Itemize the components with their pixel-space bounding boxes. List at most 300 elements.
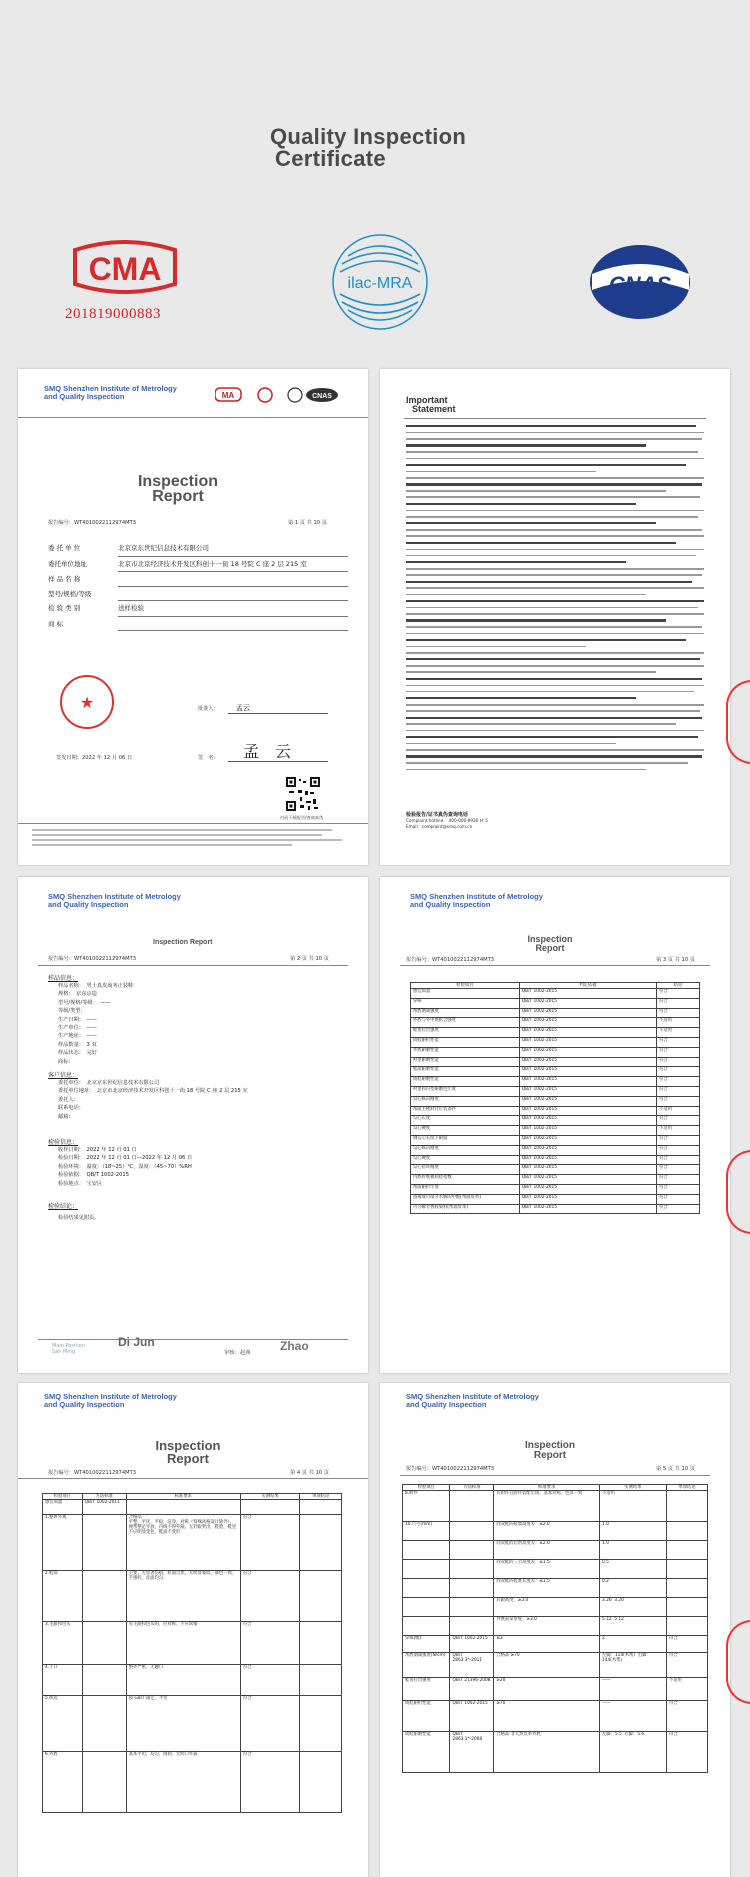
table-row xyxy=(411,1165,700,1175)
statement-text-line xyxy=(406,458,704,460)
cover-info-label: 委 托 单 位 xyxy=(48,544,81,552)
table-row xyxy=(403,1732,708,1773)
page-number: 第 2 页 共 10 页 xyxy=(290,956,329,962)
table-cell: ≤3 xyxy=(494,1636,600,1653)
ilac-mra-icon xyxy=(330,232,430,332)
table-cell: 内底纤维板屈挠指数 xyxy=(411,1175,520,1185)
table-cell: 10.尺寸(mm) xyxy=(403,1522,450,1541)
table-cell xyxy=(240,1500,300,1515)
table-row xyxy=(43,1665,342,1696)
statement-text-line xyxy=(406,568,704,570)
table-cell xyxy=(666,1541,707,1560)
results-summary-table xyxy=(410,982,700,1214)
table-cell: 帮面耐折牢度 xyxy=(411,1184,520,1194)
statement-text-line xyxy=(406,646,586,648)
cnas-logo xyxy=(588,242,693,322)
table-cell: 不适用 xyxy=(666,1678,707,1701)
main-position: Main Position San Ming xyxy=(52,1343,85,1355)
statement-text-line xyxy=(406,697,636,699)
info-row: 检验依据： QB/T 1002-2015 xyxy=(58,1172,130,1179)
table-cell xyxy=(300,1571,342,1622)
table-cell: 按 GB/T 限定，平伏 xyxy=(126,1696,240,1752)
table-cell: QB/T 1002-2015 xyxy=(450,1701,494,1732)
statement-text-line xyxy=(406,503,636,505)
table-row xyxy=(43,1571,342,1622)
statement-text-line xyxy=(406,749,704,751)
table-cell: QB/T 1002-2015 xyxy=(519,1086,656,1096)
table-cell: 同双鞋的后帮高度差：≤2.0 xyxy=(494,1541,600,1560)
statement-text-line xyxy=(406,581,692,583)
report-page-2 xyxy=(18,877,368,1373)
table-cell xyxy=(450,1598,494,1617)
table-cell: 不适用 xyxy=(657,1106,700,1116)
statement-text-line xyxy=(406,678,702,680)
table-cell: 感官质量 xyxy=(43,1500,83,1515)
svg-text:CNAS: CNAS xyxy=(608,272,672,297)
column-header: 方法标准 xyxy=(450,1485,494,1491)
table-cell: 符合 xyxy=(240,1665,300,1696)
statement-text-line xyxy=(406,626,702,628)
table-row xyxy=(411,1057,700,1067)
table-cell: 符合 xyxy=(657,1204,700,1214)
approver-name: 孟云 xyxy=(236,704,250,712)
info-row: 检验环境： 温度：（18~25）℃，湿度：（45~70）%RH xyxy=(58,1163,192,1170)
table-cell: 符合 xyxy=(666,1732,707,1773)
info-row: 样品名称： 男士真皮商务正装鞋 xyxy=(58,983,134,989)
page-number: 第 1 页 共 10 页 xyxy=(288,520,327,526)
cover-info-value xyxy=(118,587,348,602)
svg-text:MA: MA xyxy=(221,391,235,400)
table-cell: QB/T 1002-2015 xyxy=(519,1028,656,1038)
table-cell xyxy=(666,1617,707,1636)
audit-name: 赵洲 xyxy=(240,1350,251,1356)
table-cell xyxy=(450,1617,494,1636)
statement-text-line xyxy=(406,510,704,512)
table-cell xyxy=(300,1665,342,1696)
table-cell: 符合 xyxy=(657,1194,700,1204)
sample-info-title: 样品信息： xyxy=(48,975,79,982)
statement-text-line xyxy=(406,483,702,485)
table-cell: 同双鞋的三节高度差：≤1.5 xyxy=(494,1560,600,1579)
table-cell: 后跟高度：≥3.0 xyxy=(494,1598,600,1617)
column-header: 结论 xyxy=(657,983,700,989)
table-cell: QB/T 2863.3*-2011 xyxy=(450,1653,494,1678)
table-cell: 符合 xyxy=(666,1653,707,1678)
statement-text-line xyxy=(406,438,702,440)
table-cell: 鞋帮拉出强度 xyxy=(403,1678,450,1701)
table-cell: QB/T 1002-2015 xyxy=(519,1018,656,1028)
table-cell: QB/T 1002-2015 xyxy=(519,1184,656,1194)
table-cell: QB/T 1002-2015 xyxy=(450,1636,494,1653)
table-row xyxy=(411,1077,700,1087)
table-cell: 勾心硬度 xyxy=(411,1126,520,1136)
table-cell: QB/T 1002-2015 xyxy=(519,1077,656,1087)
statement-text-line xyxy=(406,425,696,427)
important-statement-page xyxy=(380,369,730,865)
table-cell xyxy=(450,1560,494,1579)
table-cell: 异味 xyxy=(411,998,520,1008)
info-row: 检验地点： 宝安区 xyxy=(58,1180,103,1187)
table-cell xyxy=(450,1541,494,1560)
table-row xyxy=(403,1560,708,1579)
table-cell xyxy=(403,1598,450,1617)
table-cell: 成鞋耐折性能 xyxy=(403,1701,450,1732)
ilac-mra-logo xyxy=(330,232,430,332)
table-cell: QB/T 1002-2015 xyxy=(519,1057,656,1067)
institute-name: SMQ Shenzhen Institute of Metrology and Quality Inspection xyxy=(410,892,543,909)
statement-text-line xyxy=(406,490,666,492)
statement-text-line xyxy=(406,600,704,602)
page-number: 第 4 页 共 10 页 xyxy=(290,1470,329,1476)
report-title: Inspection Report xyxy=(137,473,218,505)
table-cell: 符合 xyxy=(657,1135,700,1145)
cover-info-label: 检 验 类 别 xyxy=(48,604,81,612)
table-cell xyxy=(403,1617,450,1636)
cover-info-row xyxy=(48,601,348,617)
certificate-title xyxy=(270,126,466,170)
table-cell xyxy=(82,1752,126,1813)
table-cell xyxy=(666,1560,707,1579)
report-number: 报告编号：WT4010022112974MT3 xyxy=(406,957,495,963)
conclusion-title: 检验结论： xyxy=(48,1203,79,1210)
statement-text-line xyxy=(406,717,702,719)
table-cell xyxy=(666,1491,707,1522)
certificate-title-line1: Quality Inspection xyxy=(270,124,467,149)
accreditation-marks xyxy=(215,385,345,403)
table-cell: ≥70 xyxy=(494,1701,600,1732)
table-row xyxy=(43,1515,342,1571)
info-row: 委托单位地址： 北京市北京经济技术开发区科创十一街 18 号院 C 座 2 层 215 室 xyxy=(58,1088,248,1095)
statement-text-line xyxy=(406,496,700,498)
statement-text-line xyxy=(406,743,616,745)
info-row: 等级/类型： xyxy=(58,1008,86,1015)
table-cell: 合格品 ≥70 xyxy=(494,1653,600,1678)
table-row xyxy=(411,1096,700,1106)
cma-icon xyxy=(65,240,185,298)
table-cell: 符合 xyxy=(657,1077,700,1087)
audit-signature: Zhao xyxy=(280,1339,309,1353)
table-row xyxy=(411,1145,700,1155)
table-cell xyxy=(82,1696,126,1752)
table-cell xyxy=(666,1598,707,1617)
test-info-title: 检验信息： xyxy=(48,1139,79,1146)
table-cell: 符合 xyxy=(240,1571,300,1622)
table-cell: QB/T 21396-2008 xyxy=(450,1678,494,1701)
table-cell: 符合 xyxy=(657,1155,700,1165)
table-cell: QB/T 1002-2015 xyxy=(519,1155,656,1165)
cover-info-row xyxy=(48,587,348,602)
column-header: 标准要求 xyxy=(494,1485,600,1491)
table-cell: 符合 xyxy=(657,1057,700,1067)
table-row xyxy=(411,1008,700,1018)
table-cell: 主要，无显著伤痕，粒面自然，无明显皱纹，颜色一致，手感好，皮面均匀 xyxy=(126,1571,240,1622)
institute-name: SMQ Shenzhen Institute of Metrology and Quality Inspection xyxy=(406,1392,539,1409)
table-row xyxy=(411,1067,700,1077)
official-seal xyxy=(60,675,114,729)
table-cell: 符合 xyxy=(240,1752,300,1813)
column-header: 检验项目 xyxy=(411,983,520,989)
report-page-4 xyxy=(18,1383,368,1877)
table-cell: QB/T 1002-2015 xyxy=(519,1194,656,1204)
table-cell: 勾心长度 xyxy=(411,1116,520,1126)
info-row: 样品数量： 3 双 xyxy=(58,1041,97,1048)
info-row: 规格： 京东京造 xyxy=(58,991,97,998)
table-cell: 合格品 非天然皮革外底 xyxy=(494,1732,600,1773)
column-header: 单项结论 xyxy=(666,1485,707,1491)
table-cell: 符合 xyxy=(657,1096,700,1106)
table-cell: 6.外底 xyxy=(43,1752,83,1813)
table-cell: QB/T 1002-2015 xyxy=(519,989,656,999)
table-cell: 外底耐磨性能 xyxy=(411,1047,520,1057)
report-title: Inspection Report xyxy=(524,1440,575,1461)
table-row xyxy=(403,1541,708,1560)
cma-logo xyxy=(65,240,185,323)
svg-text:ilac-MRA: ilac-MRA xyxy=(347,275,413,292)
table-cell: 异味(级) xyxy=(403,1636,450,1653)
test-info-section xyxy=(48,1137,358,1188)
table-cell: 3.26 3.20 xyxy=(599,1598,666,1617)
sample-info-section xyxy=(48,973,348,1066)
table-cell xyxy=(300,1752,342,1813)
table-cell: 符合 xyxy=(657,1184,700,1194)
table-cell: 可分解芳香胺染料[帮面皮革] xyxy=(411,1204,520,1214)
statement-text-line xyxy=(406,594,646,596)
table-row xyxy=(411,1106,700,1116)
institute-name: SMQ Shenzhen Institute of Metrology and Quality Inspection xyxy=(48,892,181,909)
table-cell xyxy=(300,1696,342,1752)
cma-number: 201819000883 xyxy=(65,306,161,322)
audit-label: 审核： xyxy=(224,1350,240,1356)
institute-name: SMQ Shenzhen Institute of Metrology and Quality Inspection xyxy=(44,1392,177,1409)
statement-text-line xyxy=(406,658,700,660)
table-cell: 同双鞋的鞋墙高度差：≤2.0 xyxy=(494,1522,600,1541)
table-cell: 符合 xyxy=(657,1037,700,1047)
table-row xyxy=(411,1086,700,1096)
client-info-title: 客户信息： xyxy=(48,1072,79,1079)
cover-footer xyxy=(32,827,352,846)
table-cell: 帮面主楼对针位装条件 xyxy=(411,1106,520,1116)
statement-text-line xyxy=(406,613,704,615)
table-cell: 勾心纵向刚度 xyxy=(411,1096,520,1106)
table-cell: 符合 xyxy=(657,998,700,1008)
table-cell: 3.主跟和包头 xyxy=(43,1622,83,1665)
table-cell: 同双鞋的鞋底长度差：≤1.5 xyxy=(494,1579,600,1598)
approver-label: 批准人： xyxy=(198,706,219,712)
column-header: 实测结果 xyxy=(599,1485,666,1491)
table-cell: 0.5 xyxy=(599,1560,666,1579)
report-page-3 xyxy=(380,877,730,1373)
table-cell: 8.附件 xyxy=(403,1491,450,1522)
statement-text-line xyxy=(406,516,698,518)
table-cell xyxy=(300,1515,342,1571)
table-row xyxy=(411,1204,700,1214)
statement-text-line xyxy=(406,574,702,576)
cover-info-value: 北京京东世纪信息技术有限公司 xyxy=(118,541,348,557)
seal-edge-mark xyxy=(726,680,750,764)
table-row xyxy=(403,1598,708,1617)
table-cell xyxy=(666,1522,707,1541)
table-cell: 符合 xyxy=(657,1175,700,1185)
info-row: 生产地址： —— xyxy=(58,1033,97,1040)
table-cell: QB/T 1002-2015 xyxy=(519,1116,656,1126)
table-cell: 整齐严密，无翘口 xyxy=(126,1665,240,1696)
statement-text-line xyxy=(406,607,698,609)
table-row xyxy=(411,998,700,1008)
table-cell: 符合 xyxy=(240,1515,300,1571)
table-cell: QB/T 1002-2015 xyxy=(519,1047,656,1057)
info-row: 型号/规格/等级： —— xyxy=(58,999,111,1006)
table-cell: 2 xyxy=(599,1636,666,1653)
table-cell xyxy=(403,1541,450,1560)
statement-title: Important Statement xyxy=(406,395,456,414)
table-cell: 基本平坦，均匀，圆润，无明口外露 xyxy=(126,1752,240,1813)
table-cell: 外底与外中底粘合强度 xyxy=(411,1018,520,1028)
conclusion-section xyxy=(48,1201,348,1221)
statement-text-line xyxy=(406,477,704,479)
column-header: 实测结果 xyxy=(240,1494,300,1500)
table-cell: 符合 xyxy=(657,1165,700,1175)
report-cover-page xyxy=(18,369,368,865)
table-cell: 感官质量 xyxy=(411,989,520,999)
statement-text-line xyxy=(406,529,702,531)
table-cell: ≥20 xyxy=(494,1678,600,1701)
table-cell: 左脚：114(木帮) 右脚：144(木帮) xyxy=(599,1653,666,1678)
table-cell: 合格品 平整，平伏，平稳，洁净，对称（特殊风格设计除外），便帮整足平放，内线不得外漏，无针眼突出，鞋脸、鞋里不应明显变色，鞋面不变形 xyxy=(126,1515,240,1571)
table-cell xyxy=(82,1571,126,1622)
svg-text:★: ★ xyxy=(79,693,95,712)
table-cell: 符合 xyxy=(240,1696,300,1752)
info-row: 生产单位： —— xyxy=(58,1025,97,1032)
table-cell: 衬里耐磨性能 xyxy=(411,1057,520,1067)
table-row xyxy=(403,1617,708,1636)
statement-text-line xyxy=(406,685,704,687)
table-cell: 符合 xyxy=(657,1116,700,1126)
statement-text-line xyxy=(406,671,656,673)
table-cell: QB/T 1002-2015 xyxy=(519,1008,656,1018)
table-row xyxy=(411,1194,700,1204)
table-row xyxy=(411,1116,700,1126)
table-cell xyxy=(450,1491,494,1522)
table-row xyxy=(43,1696,342,1752)
table-cell xyxy=(82,1665,126,1696)
table-cell: 成鞋耐磨性能 xyxy=(403,1732,450,1773)
table-cell: QB/T 1002-2015 xyxy=(519,1165,656,1175)
table-cell: 符合 xyxy=(657,1086,700,1096)
statement-text-line xyxy=(406,561,626,563)
table-cell: 符合 xyxy=(666,1701,707,1732)
cover-info-value: 送样检验 xyxy=(118,601,348,617)
table-cell: QB/T 1002-2015 xyxy=(519,1135,656,1145)
statement-text-line xyxy=(406,762,688,764)
table-cell xyxy=(450,1522,494,1541)
table-cell: 游离或可部分水解的甲醛[帮面皮革] xyxy=(411,1194,520,1204)
handwritten-signature: 孟 云 xyxy=(243,742,292,761)
verification-hotline-title: 检验报告/证书真伪查询电话 xyxy=(406,812,468,818)
qr-code[interactable] xyxy=(286,777,320,811)
table-cell xyxy=(126,1500,240,1515)
info-row: 商标： xyxy=(58,1058,74,1065)
table-cell: 符合 xyxy=(657,1067,700,1077)
table-cell: 2.鞋面 xyxy=(43,1571,83,1622)
statement-text-line xyxy=(406,769,646,771)
table-cell: 不适用 xyxy=(657,1018,700,1028)
column-header: 判定依据 xyxy=(519,983,656,989)
seal-edge-mark xyxy=(726,1620,750,1704)
report-heading: Inspection Report xyxy=(153,939,213,946)
table-cell: 符合 xyxy=(657,989,700,999)
table-cell: 鞋面耐磨性能 xyxy=(411,1067,520,1077)
table-cell xyxy=(82,1515,126,1571)
table-row xyxy=(411,1126,700,1136)
info-row: 委托人： xyxy=(58,1096,79,1103)
info-row: 样品状态： 完好 xyxy=(58,1050,97,1057)
statement-text-line xyxy=(406,522,656,524)
table-cell: 1.整体外观 xyxy=(43,1515,83,1571)
institute-name: SMQ Shenzhen Institute of Metrology and Quality Inspection xyxy=(44,384,177,401)
table-row xyxy=(411,1155,700,1165)
statement-text-line xyxy=(406,639,686,641)
statement-body xyxy=(406,425,704,775)
table-cell: 1.0 xyxy=(599,1541,666,1560)
table-cell: 勾心纵向刚度 xyxy=(411,1145,520,1155)
cover-info-value xyxy=(118,617,348,632)
report-page-5 xyxy=(380,1383,730,1877)
statement-text-line xyxy=(406,723,676,725)
table-row xyxy=(403,1678,708,1701)
report-number: 报告编号：WT4010022112974MT3 xyxy=(48,1470,137,1476)
table-cell: 符合 xyxy=(240,1622,300,1665)
table-cell: 鞋帮拉出强度 xyxy=(411,1028,520,1038)
issue-date: 签发日期：2022 年 12 月 06 日 xyxy=(56,755,133,761)
page-number: 第 5 页 共 10 页 xyxy=(656,1466,695,1472)
table-cell: 1.0 xyxy=(599,1522,666,1541)
table-cell: 帮底剥离强度(N/cm) xyxy=(403,1653,450,1678)
statement-text-line xyxy=(406,549,704,551)
cover-info-row xyxy=(48,617,348,632)
table-cell: QB/T 1002-2015 xyxy=(519,1126,656,1136)
statement-text-line xyxy=(406,535,704,537)
table-cell: 符合 xyxy=(666,1636,707,1653)
report-title: Inspection Report xyxy=(527,934,573,953)
statement-text-line xyxy=(406,704,704,706)
report-title: Inspection Report xyxy=(155,1438,221,1466)
info-row: 联系电话： xyxy=(58,1105,84,1112)
table-cell: QB/T 1002-2015 xyxy=(519,1106,656,1116)
table-cell: QB/T 1002-2015 xyxy=(519,1096,656,1106)
table-cell: 成鞋耐折性能 xyxy=(411,1037,520,1047)
table-cell: QB/T 1002-2015 xyxy=(519,1037,656,1047)
table-cell: —— xyxy=(599,1701,666,1732)
client-info-section xyxy=(48,1070,358,1121)
statement-text-line xyxy=(406,755,702,757)
seal-edge-mark xyxy=(726,1150,750,1234)
table-cell: 符合 xyxy=(657,1008,700,1018)
table-cell: 钢勾心长度下限值 xyxy=(411,1135,520,1145)
conclusion-text: 检验结果见附页。 xyxy=(58,1215,100,1221)
table-cell: 衬里和内垫耐磨色牢度 xyxy=(411,1086,520,1096)
table-cell: 外底前掌厚度：≥3.0 xyxy=(494,1617,600,1636)
column-header: 检验项目 xyxy=(403,1485,450,1491)
statement-text-line xyxy=(406,471,596,473)
table-cell xyxy=(666,1579,707,1598)
cover-info-label: 型号/规格/等级 xyxy=(48,589,92,598)
statement-text-line xyxy=(406,444,646,446)
statement-text-line xyxy=(406,587,704,589)
cnas-icon xyxy=(588,242,693,322)
cover-info-row xyxy=(48,572,348,587)
statement-text-line xyxy=(406,665,704,667)
cover-info-row xyxy=(48,541,348,557)
